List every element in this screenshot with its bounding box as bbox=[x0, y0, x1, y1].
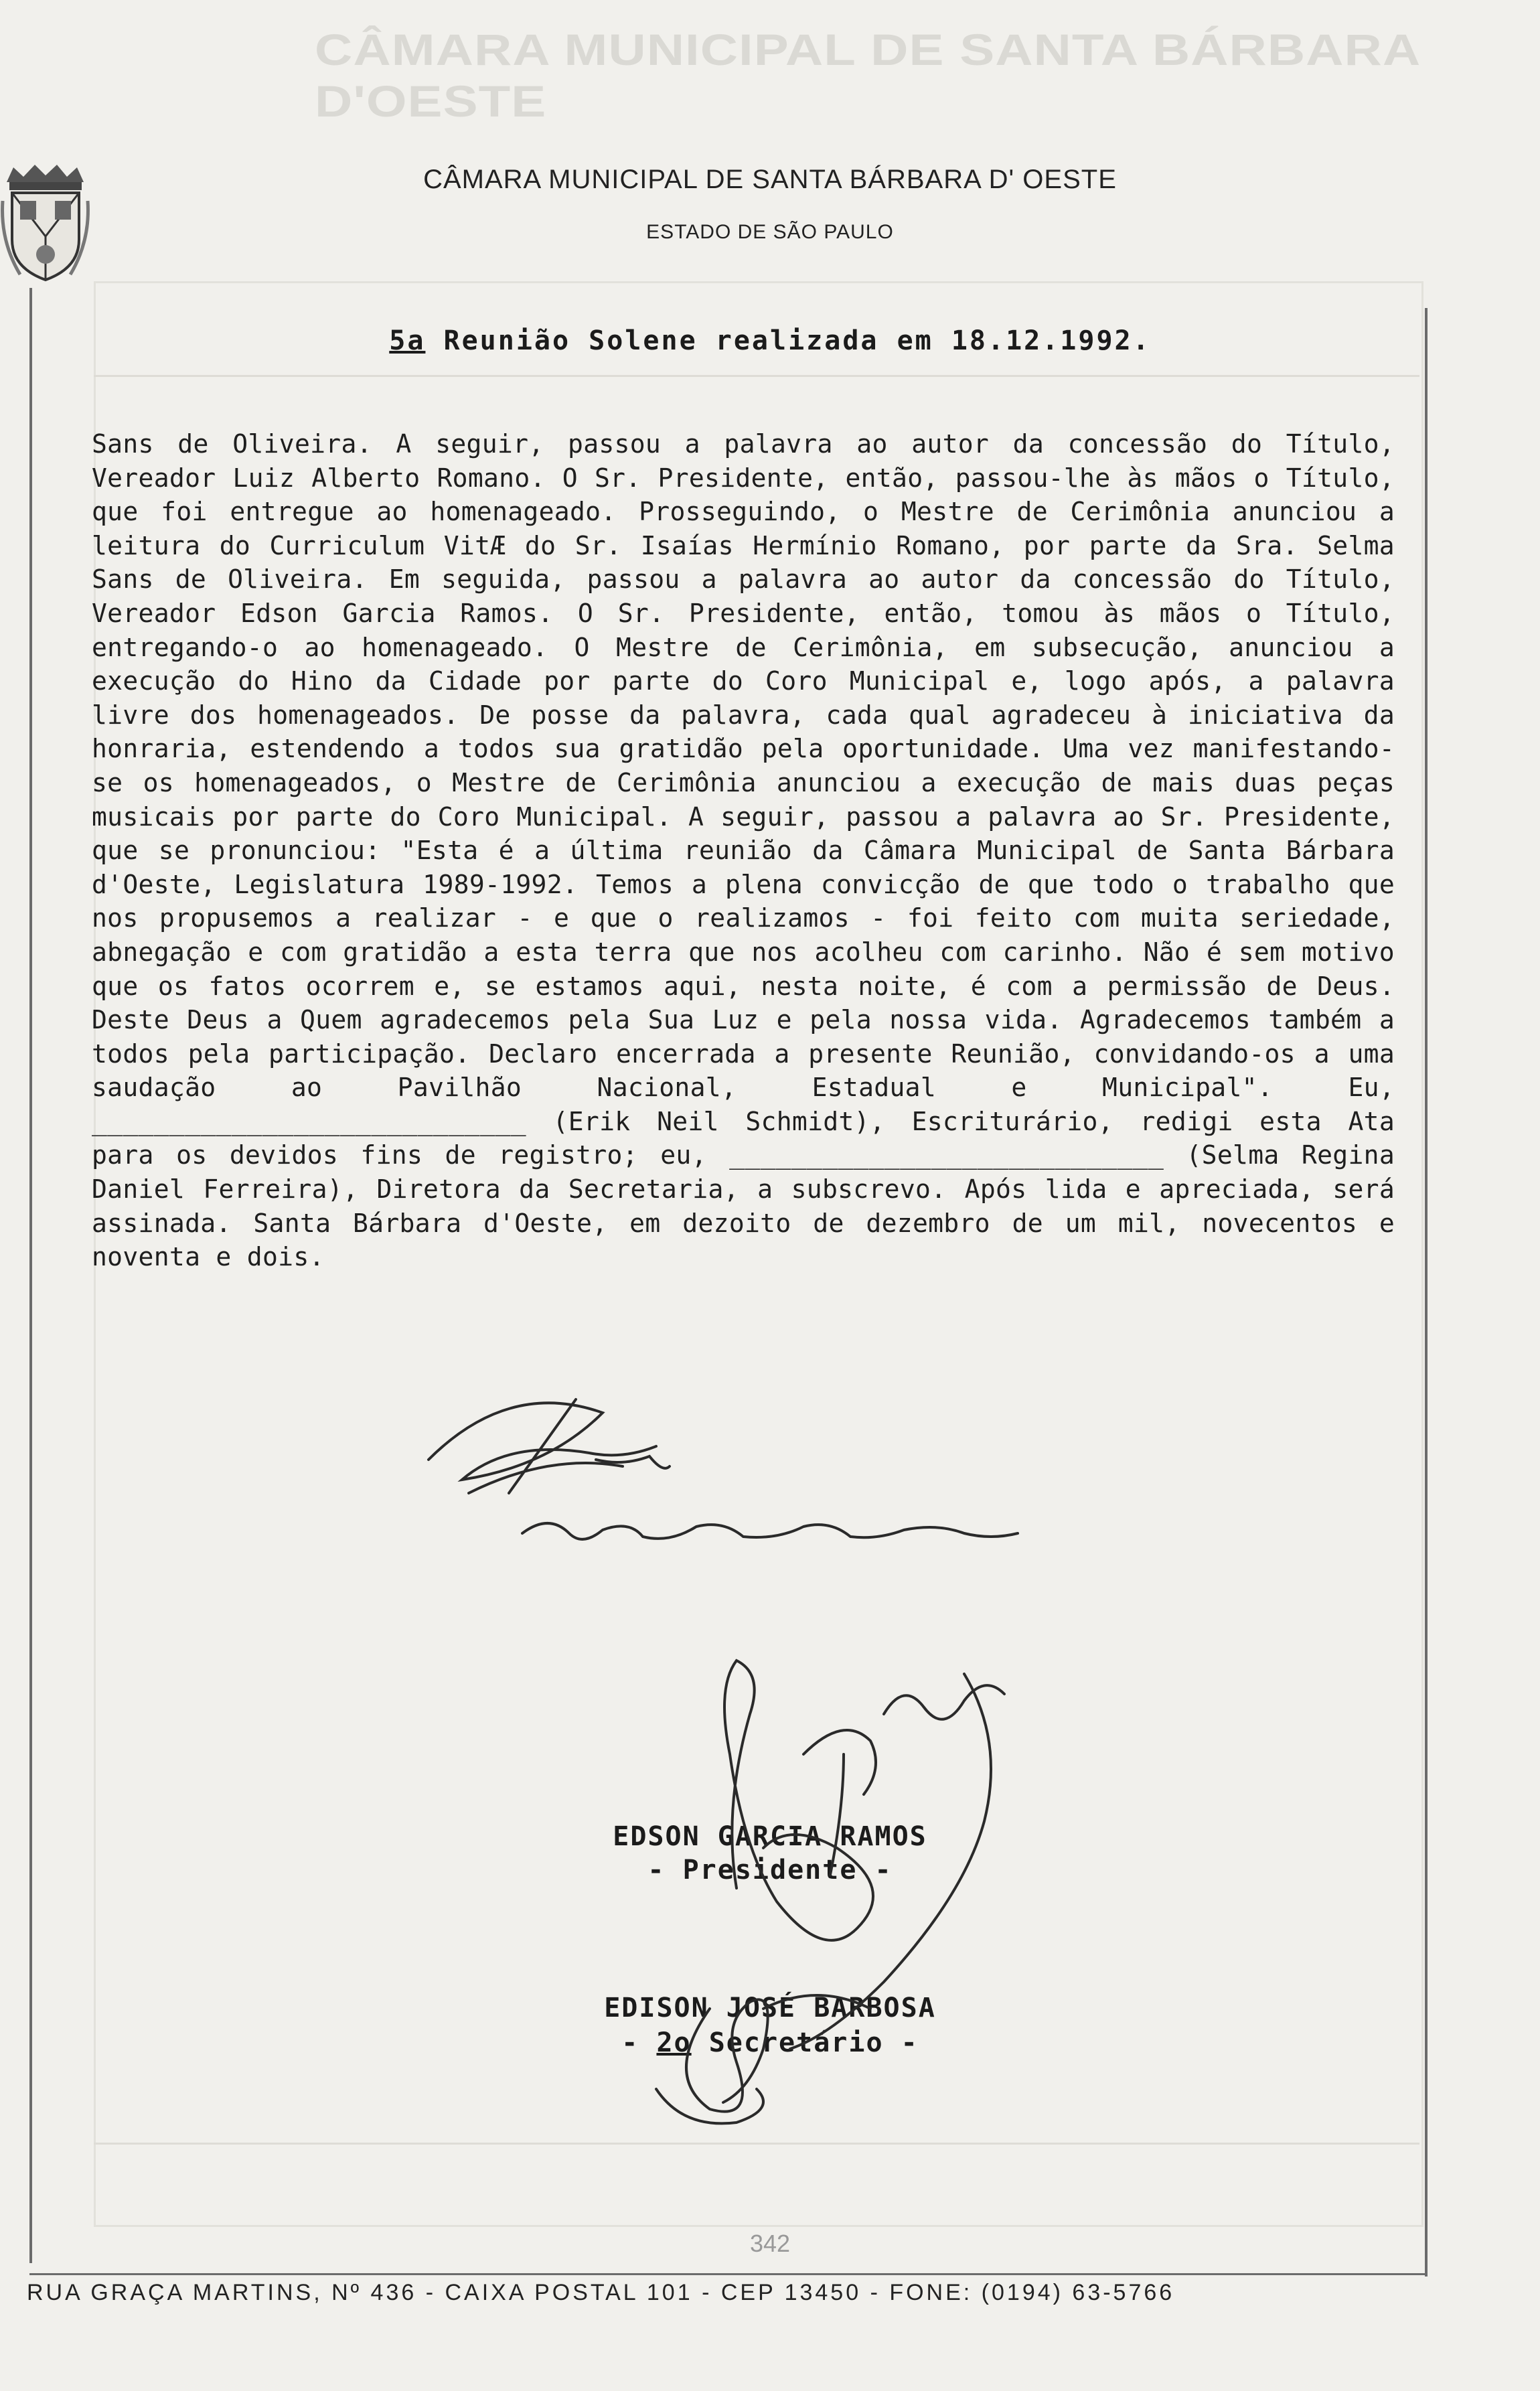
right-border bbox=[1425, 308, 1428, 2277]
show-through-rule bbox=[94, 2143, 1419, 2145]
heading-text: Reunião Solene realizada em 18.12.1992. bbox=[425, 325, 1151, 356]
secretary-name: EDISON JOSÉ BARBOSA bbox=[604, 1993, 936, 2023]
president-name: EDSON GARCIA RAMOS bbox=[613, 1821, 927, 1852]
left-border bbox=[29, 288, 32, 2263]
heading-ordinal: 5a bbox=[389, 325, 426, 356]
secretary-role-ordinal: 2o bbox=[656, 2027, 692, 2058]
institution-title: CÂMARA MUNICIPAL DE SANTA BÁRBARA D' OESTE bbox=[423, 165, 1117, 194]
address-footer: RUA GRAÇA MARTINS, Nº 436 - CAIXA POSTAL 101 - CEP 13450 - FONE: (0194) 63-5766 bbox=[27, 2280, 1175, 2305]
secretary-role-prefix: - bbox=[621, 2027, 657, 2058]
show-through-rule bbox=[94, 375, 1419, 377]
secretary-role bbox=[0, 2027, 1540, 2058]
minutes-body: Sans de Oliveira. A seguir, passou a palavra ao autor da concessão do Título, Vereador Luiz Alberto Romano. O Sr. Presidente, então, passou-lhe às mãos o Título, que foi entregue ao homenageado. Prosseguindo, o Mestre de Cerimônia anunciou a leitura do Curriculum VitÆ do Sr. Isaías Hermínio Romano, por parte da Sra. Selma Sans de Oliveira. Em seguida, passou a palavra ao autor da concessão do Título, Vereador Edson Garcia Ramos. O Sr. Presidente, então, tomou às mãos o Título, entregando-o ao homenageado. O Mestre de Cerimônia, em subsecução, anunciou a execução do Hino da Cidade por parte do Coro Municipal e, logo após, a palavra livre dos homenageados. De posse da palavra, cada qual agradeceu à iniciativa da honraria, estendendo a todos sua gratidão pela oportunidade. Uma vez manifestando-se os homenageados, o Mestre de Cerimônia anunciou a execução de mais duas peças musicais por parte do Coro Municipal. A seguir, passou a palavra ao Sr. Presidente, que se pronunciou: "Esta é a última reunião da Câmara Municipal de Santa Bárbara d'Oeste, Legislatura 1989-1992. Temos a plena convicção de que todo o trabalho que nos propusemos a realizar - e que o realizamos - foi feito com muita seriedade, abnegação e com gratidão a esta terra que nos acolheu com carinho. Não é sem motivo que os fatos ocorrem e, se estamos aqui, nesta noite, é com a permissão de Deus. Deste Deus a Quem agradecemos pela Sua Luz e pela nossa vida. Agradecemos também a todos pela participação. Declaro encerrada a presente Reunião, convidando-os a uma saudação ao Pavilhão Nacional, Estadual e Municipal". Eu, ____________________________ (Erik Neil Schmidt), Escriturário, redigi esta Ata para os devidos fins de registro; eu, ____________________________ (Selma Regina Daniel Ferreira), Diretora da Secretaria, a subscrevo. Após lida e apreciada, será assinada. Santa Bárbara d'Oeste, em dezoito de dezembro de um mil, novecentos e noventa e dois. bbox=[92, 429, 1395, 1272]
show-through-title: CÂMARA MUNICIPAL DE SANTA BÁRBARA D'OESTE bbox=[315, 24, 1419, 127]
institution-subtitle: ESTADO DE SÃO PAULO bbox=[646, 221, 894, 243]
page-number: 342 bbox=[749, 2230, 791, 2257]
bottom-border bbox=[29, 2273, 1426, 2275]
president-role: - Presidente - bbox=[647, 1855, 893, 1885]
meeting-heading bbox=[0, 325, 1540, 356]
secretary-role-suffix: Secretário - bbox=[691, 2027, 919, 2058]
